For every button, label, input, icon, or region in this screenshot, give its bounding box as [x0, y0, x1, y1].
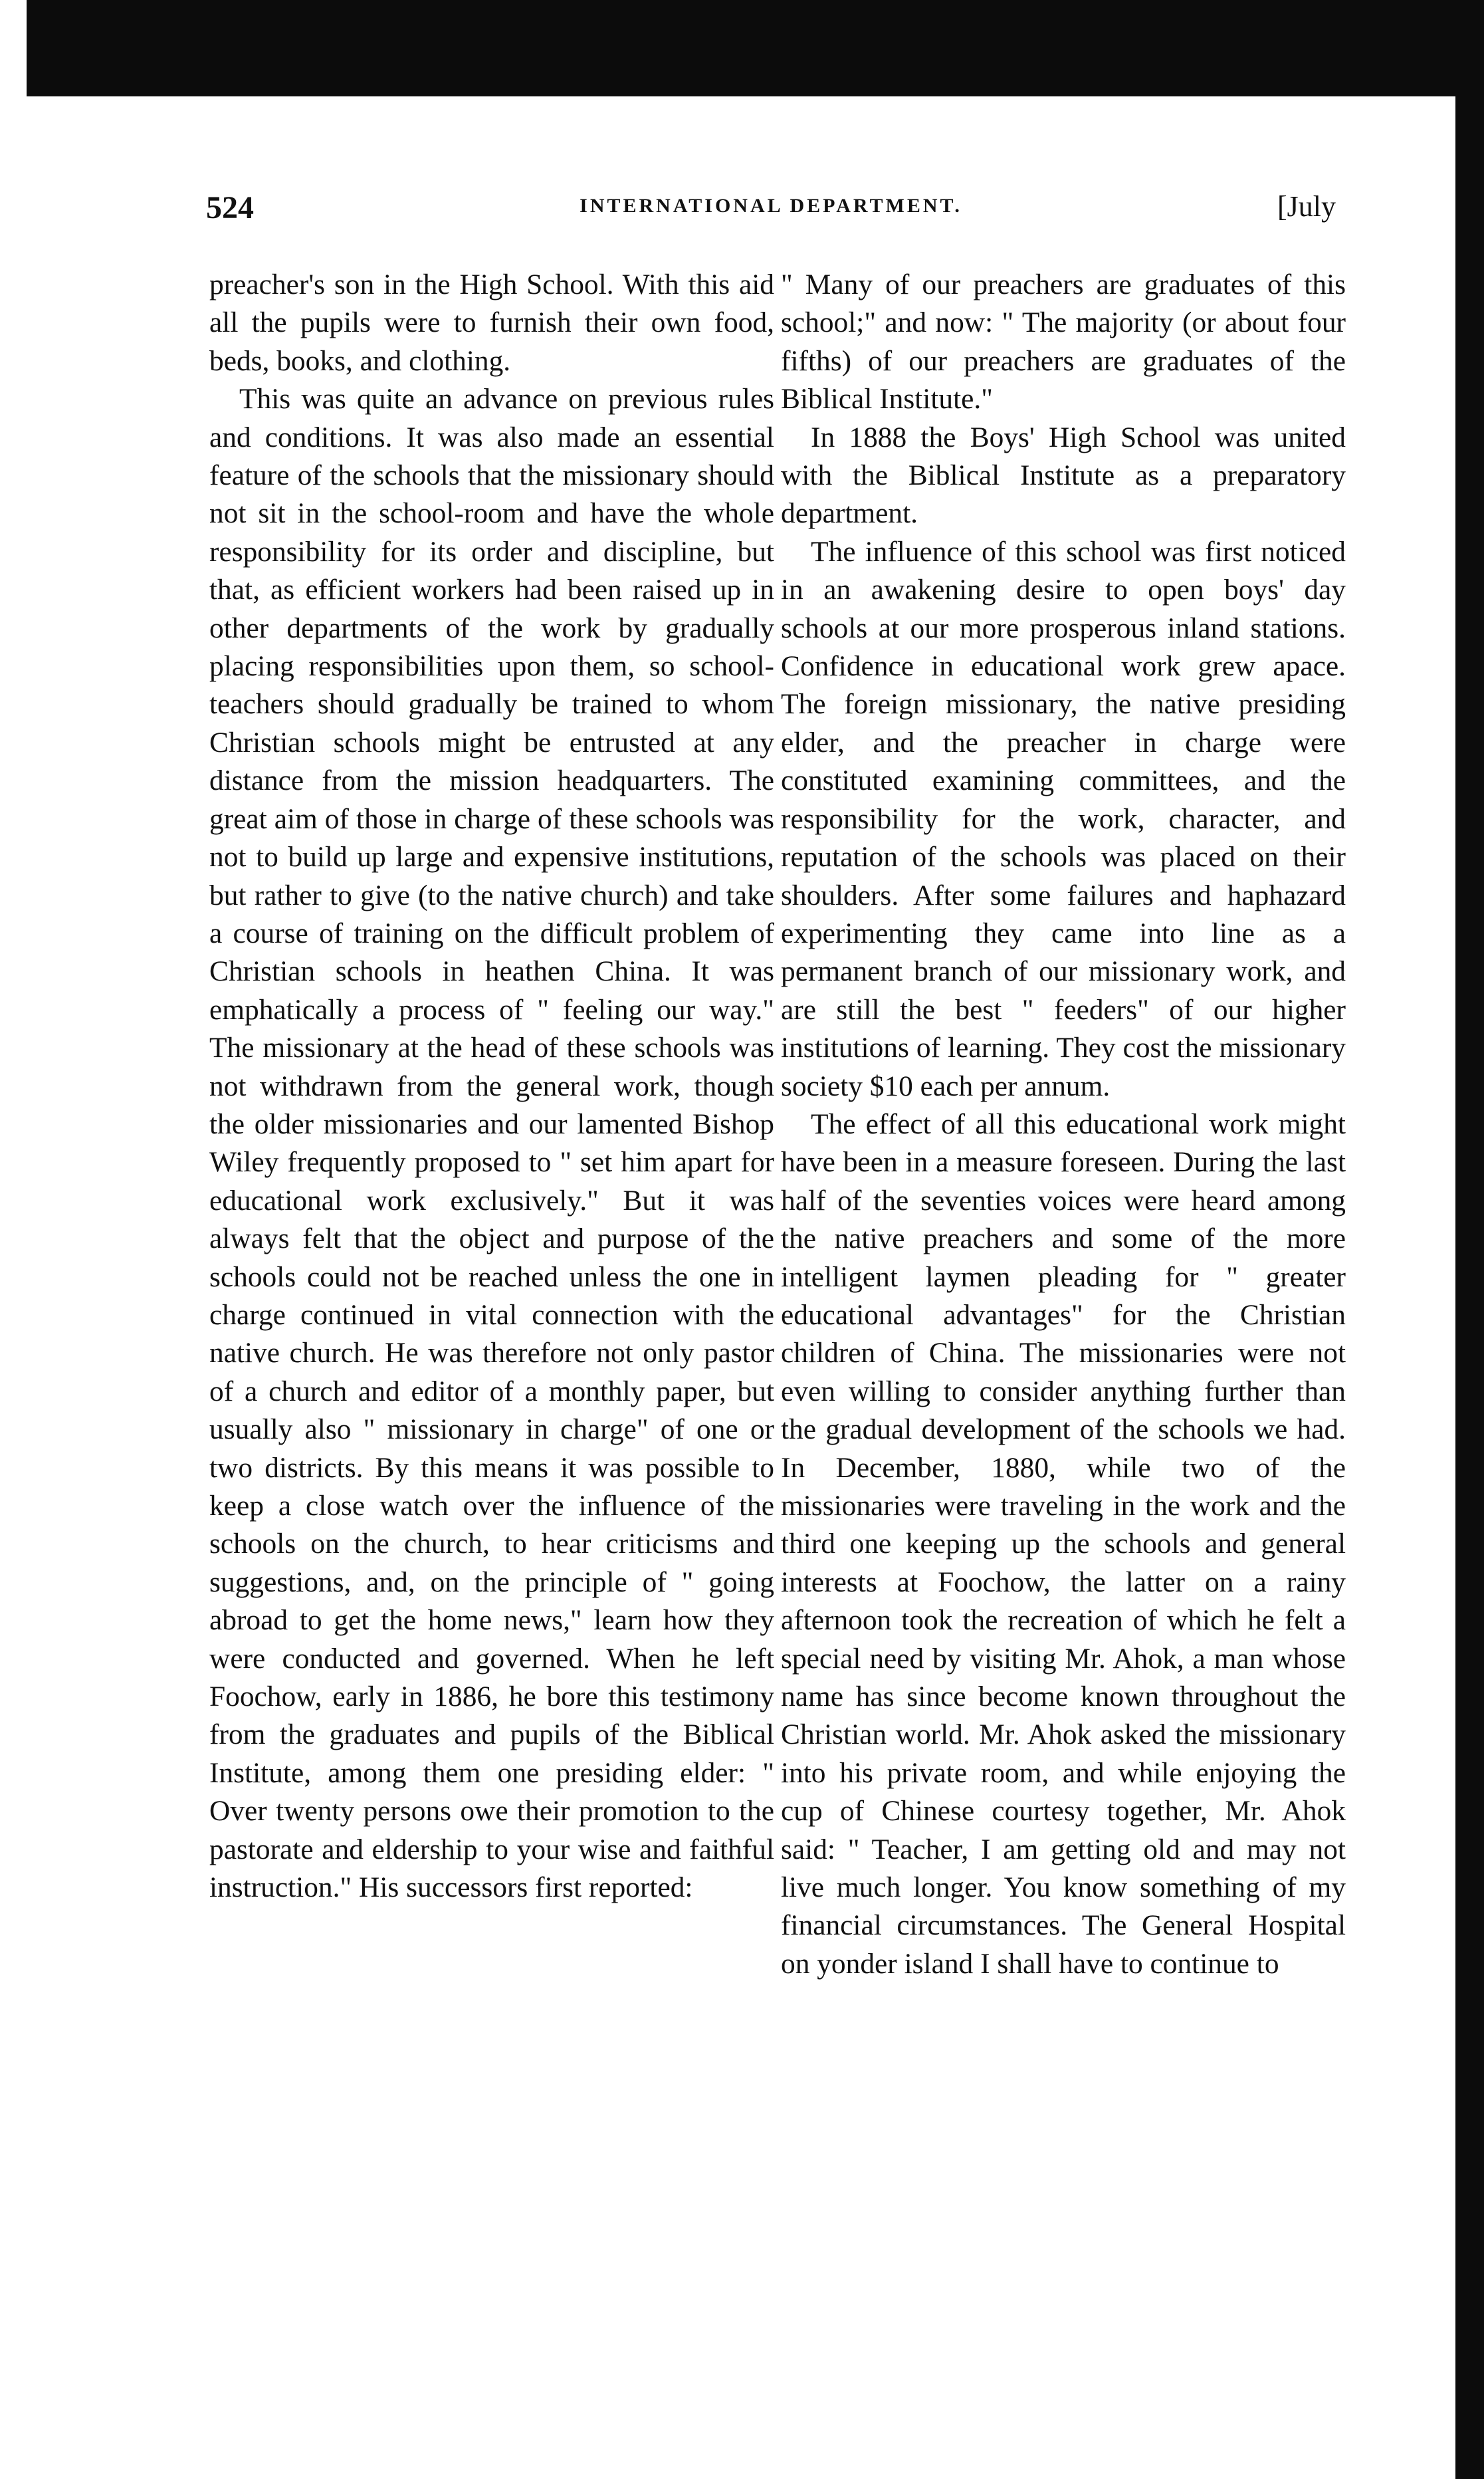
scan-border-top	[27, 0, 1484, 96]
paragraph: " Many of our preachers are graduates of this school;" and now: " The majority (or about four fifths) of our preachers are graduates of the Biblical Institute."	[781, 269, 1346, 415]
scan-border-right	[1455, 0, 1484, 2479]
paragraph: preacher's son in the High School. With this aid all the pupils were to furnish their own food, beds, books, and clothing.	[209, 269, 774, 377]
page-header	[206, 189, 1336, 229]
page-number: 524	[206, 190, 254, 225]
running-head: INTERNATIONAL DEPARTMENT.	[580, 195, 962, 217]
running-month: [July	[1277, 190, 1336, 223]
left-column	[209, 266, 774, 1907]
right-column	[781, 266, 1346, 1983]
paragraph: In 1888 the Boys' High School was united with the Biblical Institute as a preparatory department.	[781, 421, 1346, 530]
paragraph: The influence of this school was first noticed in an awakening desire to open boys' day schools at our more prosperous inland stations. Confidence in educational work grew apace. The foreign missionary, the native presiding elder, and the preacher in charge were constituted examining committees, and the responsibility for the work, character, and reputation of the schools was placed on their shoulders. After some failures and haphazard experimenting they came into line as a permanent branch of our missionary work, and are still the best " feeders" of our higher institutions of learning. They cost the missionary society $10 each per annum.	[781, 535, 1346, 1102]
paragraph: The effect of all this educational work might have been in a measure foreseen. During the last half of the seventies voices were heard among the native preachers and some of the more intelligent laymen pleading for " greater educational advantages" for the Christian children of China. The missionaries were not even willing to consider anything further than the gradual development of the schools we had. In December, 1880, while two of the missionaries were traveling in the work and the third one keeping up the schools and general interests at Foochow, the latter on a rainy afternoon took the recreation of which he felt a special need by visiting Mr. Ahok, a man whose name has since become known throughout the Christian world. Mr. Ahok asked the missionary into his private room, and while enjoying the cup of Chinese courtesy together, Mr. Ahok said: " Teacher, I am getting old and may not live much longer. You know something of my financial circumstances. The General Hospital on yonder island I shall have to continue to	[781, 1108, 1346, 1980]
paragraph: This was quite an advance on previous rules and conditions. It was also made an essential feature of the schools that the missionary should not sit in the school-room and have the whole responsibility for its order and discipline, but that, as efficient workers had been raised up in other departments of the work by gradually placing responsibilities upon them, so school-teachers should gradually be trained to whom Christian schools might be entrusted at any distance from the mission headquarters. The great aim of those in charge of these schools was not to build up large and expensive institutions, but rather to give (to the native church) and take a course of training on the difficult problem of Christian schools in heathen China. It was emphatically a process of " feeling our way." The missionary at the head of these schools was not withdrawn from the general work, though the older missionaries and our lamented Bishop Wiley frequently proposed to " set him apart for educational work exclusively." But it was always felt that the object and purpose of the schools could not be reached unless the one in charge continued in vital connection with the native church. He was therefore not only pastor of a church and editor of a monthly paper, but usually also " missionary in charge" of one or two districts. By this means it was possible to keep a close watch over the influence of the schools on the church, to hear criticisms and suggestions, and, on the principle of " going abroad to get the home news," learn how they were conducted and governed. When he left Foochow, early in 1886, he bore this testimony from the graduates and pupils of the Biblical Institute, among them one presiding elder: " Over twenty persons owe their promotion to the pastorate and eldership to your wise and faithful instruction." His successors first reported:	[209, 383, 774, 1904]
